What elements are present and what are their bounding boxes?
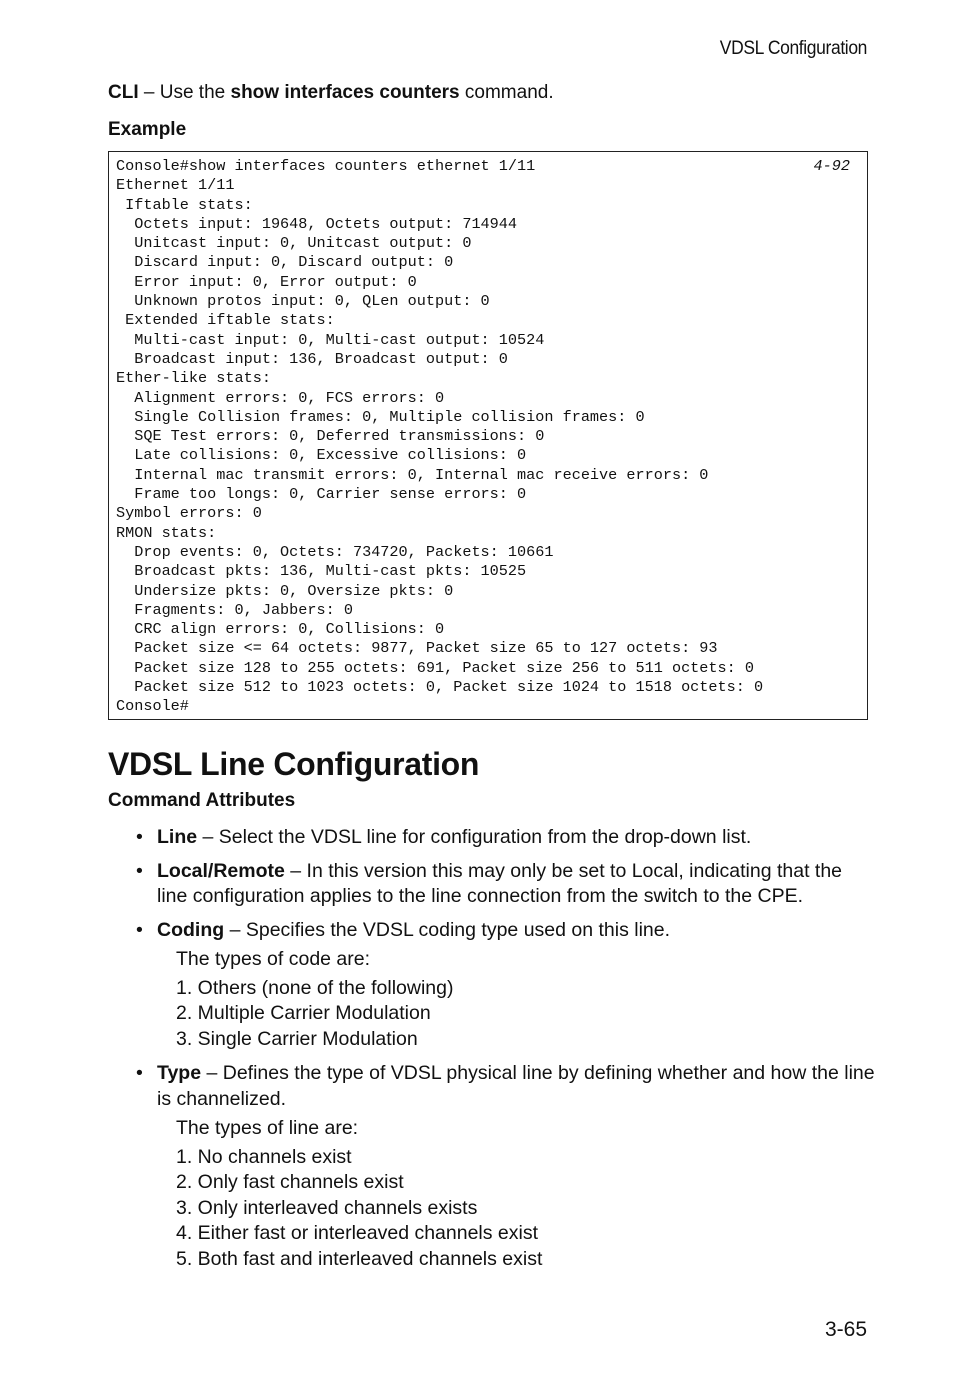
code-line: Packet size 512 to 1023 octets: 0, Packet size 1024 to 1518 octets: 0 — [116, 678, 764, 697]
running-header: VDSL Configuration — [719, 38, 867, 59]
code-line: Late collisions: 0, Excessive collisions: 0 — [116, 446, 527, 465]
attribute-line — [0, 825, 877, 851]
attribute-description: – Defines the type of VDSL physical line by defining whether and how the line is channelized. — [157, 1062, 875, 1110]
example-heading: Example — [108, 119, 187, 140]
code-line: Internal mac transmit errors: 0, Internal mac receive errors: 0 — [116, 465, 709, 484]
code-line: Multi-cast input: 0, Multi-cast output: 10524 — [116, 330, 545, 349]
cli-label: CLI — [108, 82, 139, 103]
bullet-icon: • — [136, 1062, 143, 1084]
list-item: 3. Only interleaved channels exists — [176, 1196, 478, 1219]
code-line: Undersize pkts: 0, Oversize pkts: 0 — [116, 581, 454, 600]
cli-text-2: command. — [459, 82, 554, 103]
code-line: Console# — [116, 697, 189, 716]
attribute-term: Type — [157, 1062, 202, 1084]
cli-text-1: – Use the — [138, 82, 231, 103]
code-line: Packet size 128 to 255 octets: 691, Packet size 256 to 511 octets: 0 — [116, 658, 754, 677]
cli-instruction — [108, 82, 554, 104]
code-lines — [116, 157, 763, 717]
cli-command: show interfaces counters — [230, 82, 460, 103]
attribute-local-remote — [0, 859, 877, 910]
code-line: SQE Test errors: 0, Deferred transmissions: 0 — [116, 427, 545, 446]
code-page-reference: 4-92 — [813, 157, 850, 175]
code-line: Unknown protos input: 0, QLen output: 0 — [116, 292, 490, 311]
bullet-icon: • — [136, 826, 143, 848]
code-line: Extended iftable stats: — [116, 311, 335, 330]
line-types — [157, 1116, 877, 1272]
attribute-list — [0, 825, 954, 1272]
code-line: RMON stats: — [116, 523, 217, 542]
list-item: 5. Both fast and interleaved channels exist — [176, 1247, 543, 1270]
code-line: CRC align errors: 0, Collisions: 0 — [116, 620, 445, 639]
code-line: Octets input: 19648, Octets output: 714944 — [116, 214, 518, 233]
code-line: Discard input: 0, Discard output: 0 — [116, 253, 454, 272]
code-line: Unitcast input: 0, Unitcast output: 0 — [116, 234, 472, 253]
attribute-term: Coding — [157, 918, 225, 941]
attribute-type — [0, 1061, 877, 1272]
list-item: 4. Either fast or interleaved channels exist — [176, 1222, 539, 1244]
coding-types — [157, 947, 877, 1052]
coding-types-intro: The types of code are: — [176, 948, 371, 970]
attribute-term: Line — [157, 826, 198, 848]
list-item: 2. Multiple Carrier Modulation — [176, 1002, 431, 1024]
list-item: 3. Single Carrier Modulation — [176, 1027, 418, 1050]
code-line: Broadcast input: 136, Broadcast output: 0 — [116, 349, 508, 368]
code-line: Iftable stats: — [116, 195, 253, 214]
bullet-icon: • — [136, 918, 143, 941]
code-line: Ethernet 1/11 — [116, 176, 235, 195]
bullet-icon: • — [136, 859, 143, 882]
code-line: Ether-like stats: — [116, 369, 271, 388]
list-item: 1. Others (none of the following) — [176, 976, 454, 999]
code-line: Frame too longs: 0, Carrier sense errors: 0 — [116, 485, 527, 504]
code-example-box — [108, 151, 868, 720]
code-line: Packet size <= 64 octets: 9877, Packet size 65 to 127 octets: 93 — [116, 639, 718, 658]
code-line: Single Collision frames: 0, Multiple collision frames: 0 — [116, 407, 645, 426]
list-item: 2. Only fast channels exist — [176, 1171, 404, 1193]
attribute-coding — [0, 918, 877, 1053]
code-line: Symbol errors: 0 — [116, 504, 262, 523]
command-attributes-heading: Command Attributes — [108, 790, 296, 811]
code-line: Broadcast pkts: 136, Multi-cast pkts: 10525 — [116, 562, 527, 581]
code-line: Console#show interfaces counters ethernet 1/11 — [116, 157, 536, 175]
line-types-intro: The types of line are: — [176, 1117, 359, 1139]
section-title: VDSL Line Configuration — [108, 746, 480, 782]
attribute-description: – In this version this may only be set to Local, indicating that the line configuration applies to the line connection from the switch to the CPE. — [157, 859, 843, 907]
attribute-description: – Specifies the VDSL coding type used on this line. — [224, 918, 671, 941]
code-line: Alignment errors: 0, FCS errors: 0 — [116, 388, 445, 407]
attribute-term: Local/Remote — [157, 859, 285, 882]
code-line: Error input: 0, Error output: 0 — [116, 272, 417, 291]
list-item: 1. No channels exist — [176, 1145, 352, 1168]
attribute-description: – Select the VDSL line for configuration from the drop-down list. — [197, 826, 752, 848]
code-line: Fragments: 0, Jabbers: 0 — [116, 600, 353, 619]
page-number: 3-65 — [824, 1318, 867, 1341]
code-line: Drop events: 0, Octets: 734720, Packets: 10661 — [116, 542, 554, 561]
